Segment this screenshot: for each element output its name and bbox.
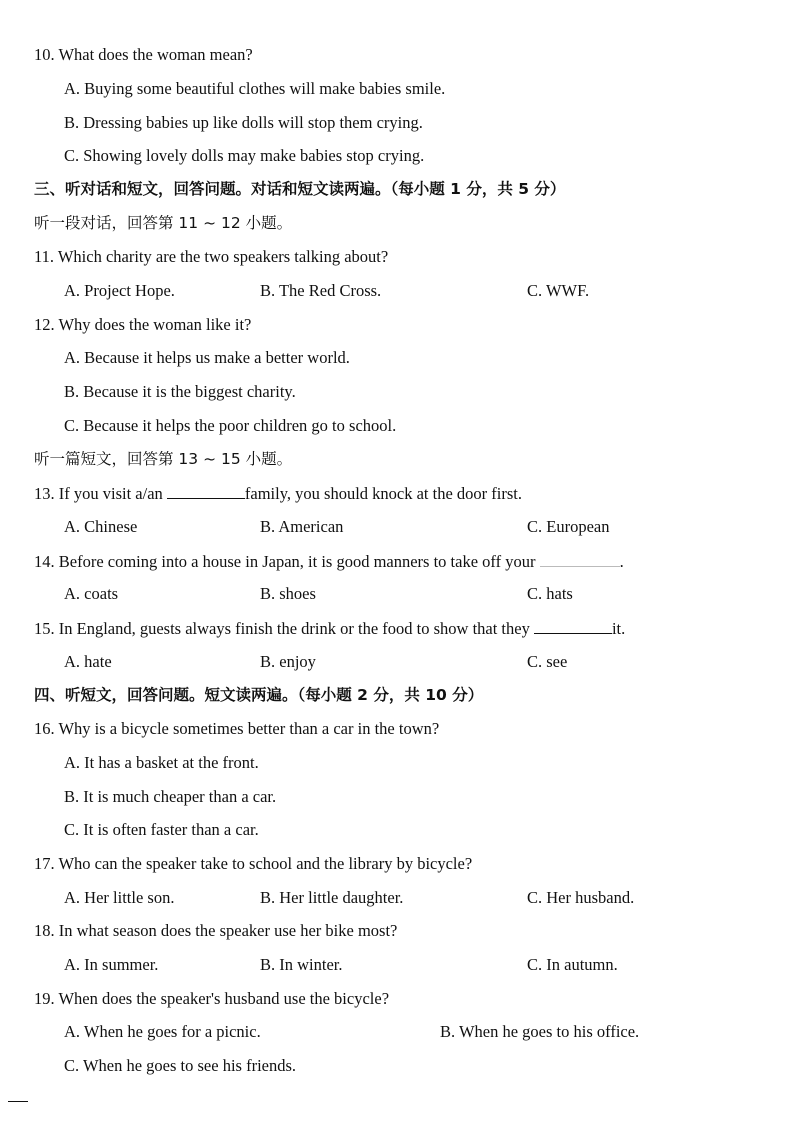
section-3-part-1-instruction: 听一段对话，回答第 11 ~ 12 小题。: [34, 214, 293, 232]
question-18-option-b: B. In winter.: [260, 955, 343, 974]
question-14-option-c: C. hats: [527, 584, 573, 603]
question-14-stem-after-blank: .: [619, 552, 624, 571]
question-12-option-c: C. Because it helps the poor children go to school.: [64, 416, 397, 435]
question-15-option-b: B. enjoy: [260, 652, 316, 671]
section-3-header: 三、听对话和短文，回答问题。对话和短文读两遍。（每小题 1 分，共 5 分）: [34, 180, 566, 198]
question-10-option-b: B. Dressing babies up like dolls will stop them crying.: [64, 113, 423, 132]
question-13-option-c: C. European: [527, 517, 610, 536]
question-19-stem: 19. When does the speaker's husband use the bicycle?: [34, 989, 390, 1008]
question-11-option-c: C. WWF.: [527, 281, 590, 300]
question-19-option-c: C. When he goes to see his friends.: [64, 1056, 297, 1075]
question-13-stem-before-blank: 13. If you visit a/an: [34, 484, 163, 503]
question-15-option-a: A. hate: [64, 652, 112, 671]
question-15-stem-before-blank: 15. In England, guests always finish the drink or the food to show that they: [34, 619, 530, 638]
question-13-option-b: B. American: [260, 517, 344, 536]
section-4-header: 四、听短文，回答问题。短文读两遍。（每小题 2 分，共 10 分）: [34, 686, 484, 704]
question-12-stem: 12. Why does the woman like it?: [34, 315, 252, 334]
question-13-option-a: A. Chinese: [64, 517, 138, 536]
question-19-option-a: A. When he goes for a picnic.: [64, 1022, 261, 1041]
question-12-option-a: A. Because it helps us make a better world.: [64, 348, 350, 367]
question-14-option-a: A. coats: [64, 584, 119, 603]
question-13-answer-blank[interactable]: [167, 483, 245, 499]
question-11-stem: 11. Which charity are the two speakers talking about?: [34, 247, 389, 266]
question-15-option-c: C. see: [527, 652, 568, 671]
question-16-option-c: C. It is often faster than a car.: [64, 820, 259, 839]
question-10-stem: 10. What does the woman mean?: [34, 45, 253, 64]
question-18-option-c: C. In autumn.: [527, 955, 618, 974]
page-footer-mark: [8, 1101, 28, 1102]
question-17-option-a: A. Her little son.: [64, 888, 175, 907]
question-17-option-b: B. Her little daughter.: [260, 888, 404, 907]
question-18-stem: 18. In what season does the speaker use her bike most?: [34, 921, 398, 940]
question-15-answer-blank[interactable]: [534, 618, 612, 634]
section-3-part-2-instruction: 听一篇短文，回答第 13 ~ 15 小题。: [34, 450, 293, 468]
question-17-stem: 17. Who can the speaker take to school and the library by bicycle?: [34, 854, 473, 873]
question-16-option-a: A. It has a basket at the front.: [64, 753, 259, 772]
question-14-answer-blank[interactable]: [540, 551, 620, 567]
question-14-stem-before-blank: 14. Before coming into a house in Japan, it is good manners to take off your: [34, 552, 536, 571]
question-18-option-a: A. In summer.: [64, 955, 159, 974]
question-12-option-b: B. Because it is the biggest charity.: [64, 382, 296, 401]
question-16-stem: 16. Why is a bicycle sometimes better than a car in the town?: [34, 719, 440, 738]
question-15-stem-after-blank: it.: [611, 619, 626, 638]
question-11-option-a: A. Project Hope.: [64, 281, 175, 300]
question-16-option-b: B. It is much cheaper than a car.: [64, 787, 277, 806]
question-15-stem: [34, 618, 625, 639]
question-10-option-c: C. Showing lovely dolls may make babies stop crying.: [64, 146, 425, 165]
question-14-stem: [34, 551, 624, 572]
question-17-option-c: C. Her husband.: [527, 888, 635, 907]
question-13-stem: [34, 483, 522, 504]
question-13-stem-after-blank: family, you should knock at the door first.: [244, 484, 522, 503]
question-11-option-b: B. The Red Cross.: [260, 281, 382, 300]
question-14-option-b: B. shoes: [260, 584, 316, 603]
question-10-option-a: A. Buying some beautiful clothes will make babies smile.: [64, 79, 446, 98]
question-19-option-b: B. When he goes to his office.: [440, 1022, 640, 1041]
